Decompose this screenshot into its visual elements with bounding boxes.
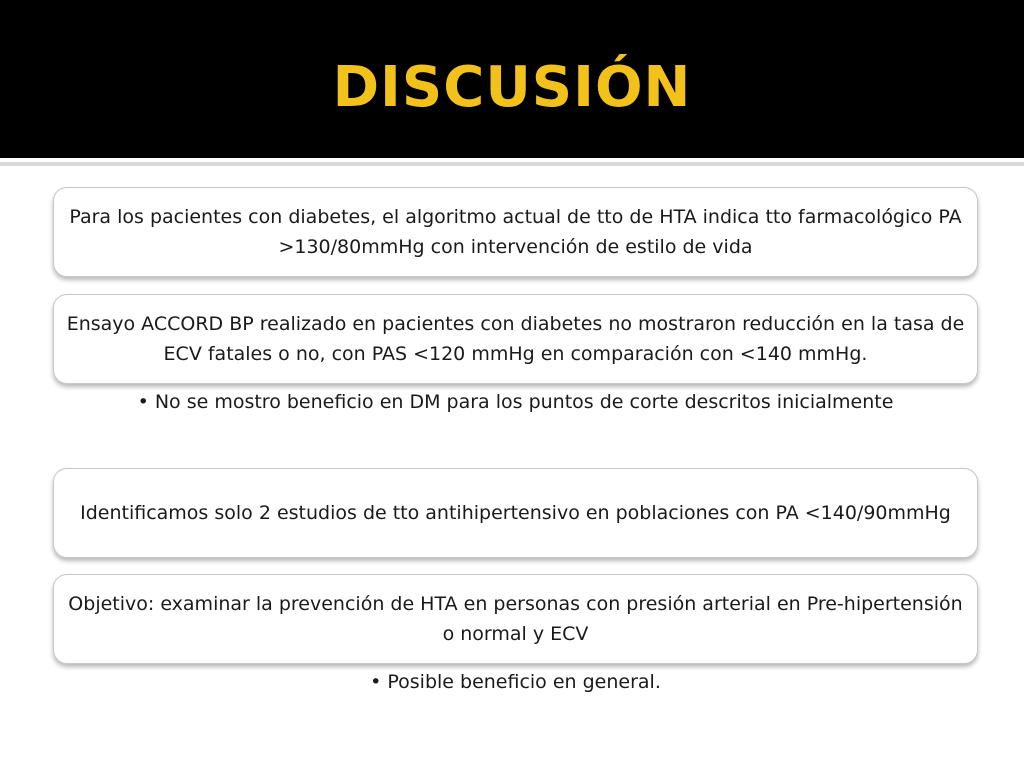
content-box-2	[53, 294, 978, 384]
content-box-4-text: Objetivo: examinar la prevención de HTA en personas con presión arterial en Pre-hipertensión o normal y ECV	[68, 593, 963, 645]
slide-title: DISCUSIÓN	[332, 55, 692, 120]
content-box-3	[53, 468, 978, 558]
content-box-3-text: Identificamos solo 2 estudios de tto antihipertensivo en poblaciones con PA <140/90mmHg	[80, 502, 951, 524]
content-box-4	[53, 574, 978, 664]
content-box-1	[53, 187, 978, 277]
bullet-point-1: • No se mostro beneficio en DM para los puntos de corte descritos inicialmente	[137, 391, 894, 413]
title-divider	[0, 162, 1024, 166]
title-bar	[0, 0, 1024, 158]
bullet-point-2: • Posible beneficio en general.	[370, 671, 661, 693]
content-box-2-text: Ensayo ACCORD BP realizado en pacientes con diabetes no mostraron reducción en la tasa de ECV fatales o no, con PAS <120 mmHg en comparación con <140 mmHg.	[66, 313, 965, 365]
content-box-1-text: Para los pacientes con diabetes, el algoritmo actual de tto de HTA indica tto farmacológico PA >130/80mmHg con intervención de estilo de vida	[69, 206, 962, 258]
